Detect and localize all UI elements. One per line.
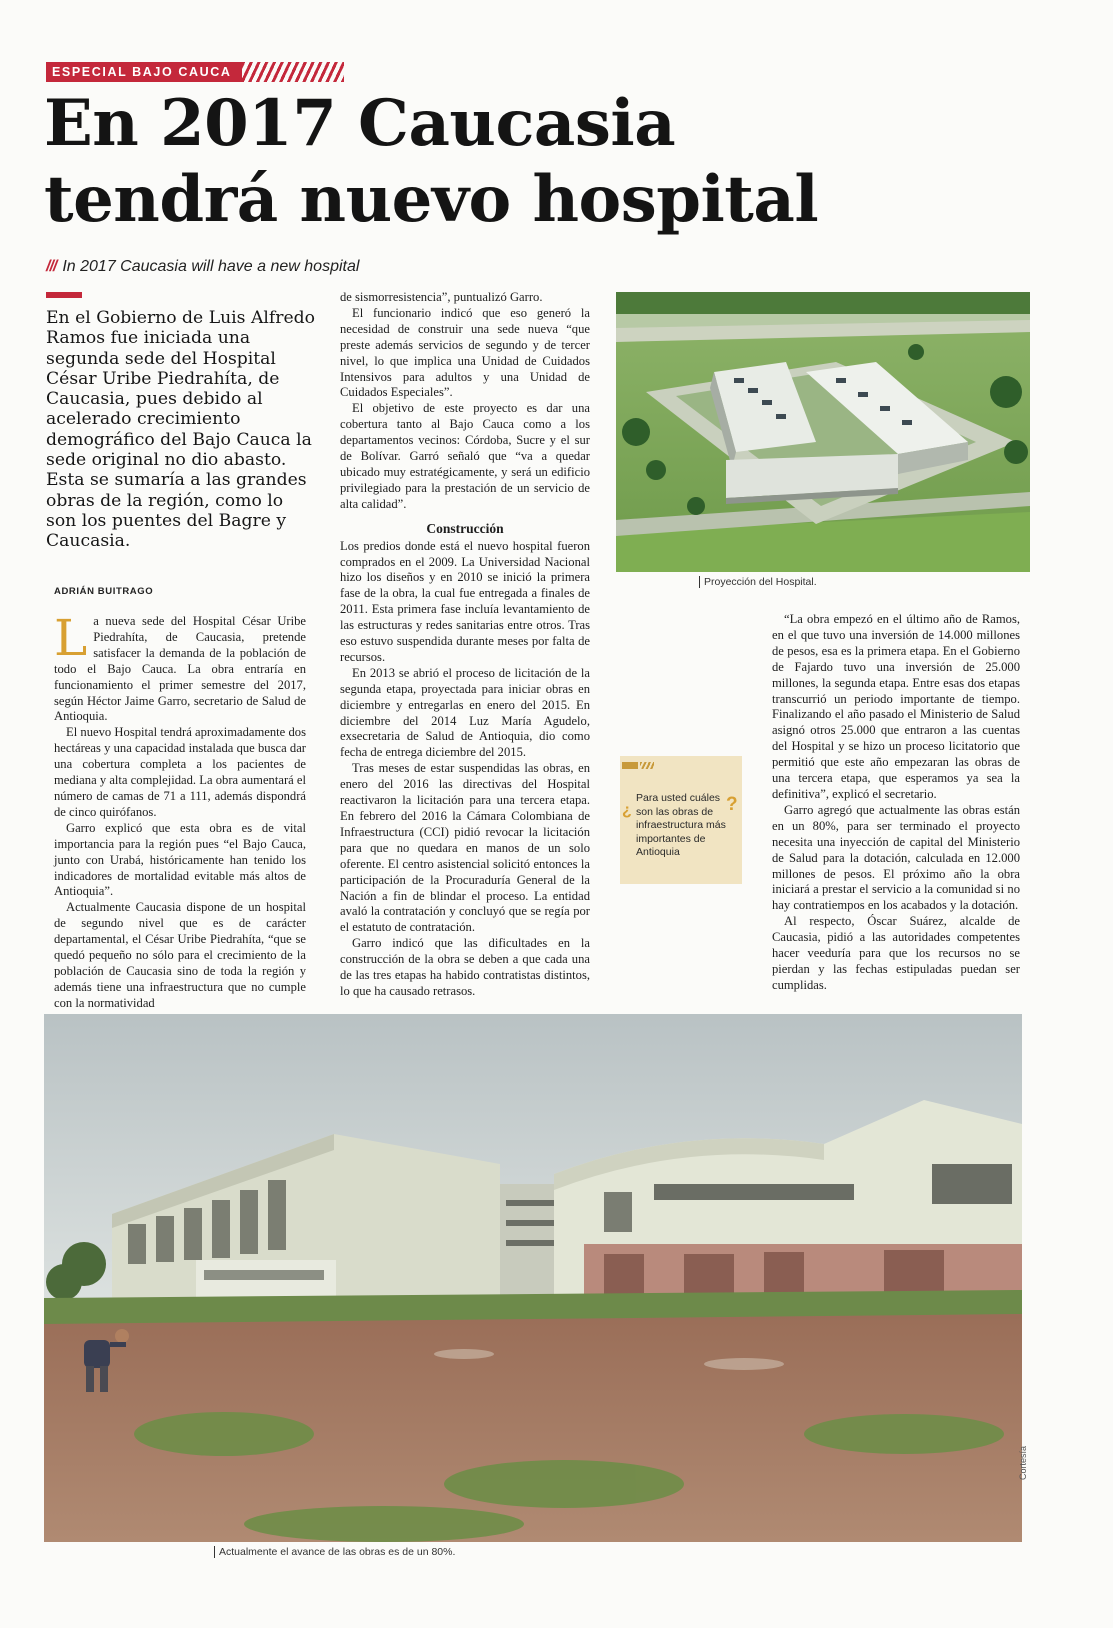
lead-paragraph: En el Gobierno de Luis Alfredo Ramos fue iniciada una segunda sede del Hospital César Uribe Piedrahíta, de Caucasia, pues debido al acelerado crecimiento demográfico del Bajo Cauca la sede original no dio abasto. Esta se sumaría a las grandes obras de la región, como lo son los puentes del Bagre y Caucasia. [46,308,315,552]
lead-accent-bar [46,292,82,298]
col2-paragraph: de sismorresistencia”, puntualizó Garro. [340,290,543,304]
col3-paragraph: “La obra empezó en el último año de Ramos, en el que tuvo una inversión de 14.000 millones de pesos, esa es la primera etapa. En el Gobierno de Fajardo tuvo una inversión de 25.000 millones, la segunda etapa. Entre esas dos etapas transcurrió un periodo importante de tiempo. Finalizando el año pasado el Ministerio de Salud asignó otros 25.000 que entraron a las cuentas del Hospital y se hizo un proceso licitatorio que permitió que este año empezaran las obras de una tercera etapa, que esperamos ya sea la definitiva”, explicó el secretario. [772,612,1020,801]
col2-paragraph: Tras meses de estar suspendidas las obras, en enero del 2016 las directivas del Hospital reactivaron la licitación para una tercera etapa. En febrero del 2016 la Cámara Colombiana de Infraestructura (CCI) pidió revocar la licitación para que no quedara en manos de un solo oferente. El centro asistencial solicitó entonces la participación de la Procuraduría General de la Nación a fin de blindar el proceso. La entidad avaló la contratación y concluyó que se regía por el estatuto de contratación. [340,761,590,935]
subhead-slashes: /// [46,258,57,275]
col1-paragraph: La nueva sede del Hospital César Uribe Piedrahíta, de Caucasia, pretende satisfacer la demanda de la población de todo el Bajo Cauca. La obra entraría en funcionamiento el primer semestre del 2017, según Héctor Jaime Garro, secretario de Salud de Antioquia. [54,609,306,724]
col2-subtitle: Construcción [426,520,504,536]
section-tag [46,62,344,82]
column-2 [340,290,590,1000]
rendering-caption: Proyección del Hospital. [699,576,817,588]
photo-caption: Actualmente el avance de las obras es de un 80%. [214,1546,455,1558]
section-tag-label: ESPECIAL BAJO CAUCA [46,62,242,82]
construction-site-photo [44,1014,1022,1542]
hospital-rendering-image [616,292,1030,572]
col3-paragraph: Garro agregó que actualmente las obras están en un 80%, para ser terminado el proyecto necesita una inyección de capital del Ministerio de Salud para la dotación, calculada en 12.000 millones de pesos. El próximo año la obra iniciará a prestar el servicio a la comunidad si no hay contratiempos en los acabados y la dotación. [772,802,1020,913]
subhead-text: In 2017 Caucasia will have a new hospital [62,258,360,275]
column-1 [54,609,306,1012]
question-box-hatch [640,762,654,769]
question-box [620,756,742,884]
dropcap: L [54,609,88,667]
headline-line-1: En 2017 Caucasia [44,86,676,161]
col1-paragraph: El nuevo Hospital tendrá aproximadamente dos hectáreas y una capacidad instalada que busca dar una cobertura completa a los pacientes de mediana y alta complejidad. La obra aumentará el número de camas de 71 a 111, además dispondrá de cinco quirófanos. [54,725,306,819]
col3-paragraph: Al respecto, Óscar Suárez, alcalde de Caucasia, pidió a las autoridades competentes hacer veeduría para que los recursos no se pierdan y las fechas estipuladas puedan ser cumplidas. [772,914,1020,992]
column-3 [772,612,1020,994]
col2-paragraph: El funcionario indicó que eso generó la necesidad de construir una sede nueva “que preste además servicios de segundo y de tercer nivel, lo que implica una Unidad de Cuidados Intensivos para adultos y una Unidad de Cuidados Especiales”. [340,305,590,400]
col2-paragraph: Garro indicó que las dificultades en la construcción de la obra se deben a que cada una de las tres etapas ha habido contratistas distintos, lo que ha causado retrasos. [340,936,590,998]
col2-paragraph: Los predios donde está el nuevo hospital fueron comprados en el 2009. La Universidad Nacional hizo los diseños y en 2010 se inició la primera fase de la obra, la cual fue entregada a finales de 2011. Esta primera fase incluía levantamiento de las estructuras y redes sanitarias entre otros. Tras eso estuvo suspendida durante meses por falta de recursos. [340,538,590,664]
section-tag-hatch [242,62,344,82]
col2-paragraph: El objetivo de este proyecto es dar una cobertura tanto al Bajo Cauca como a los departamentos vecinos: Córdoba, Sucre y el sur de Bolívar. Garró señaló que “va a quedar ubicado muy estratégicamente, y será un edificio privilegiado para la prestación de un servicio de alta calidad”. [340,401,590,511]
col1-paragraph: Garro explicó que esta obra es de vital importancia para la región pues “el Bajo Cauca, junto con Urabá, históricamente han tenido los indicadores de mortalidad evitable más altos de Antioquia”. [54,820,306,899]
byline: ADRIÁN BUITRAGO [54,586,154,597]
subhead [46,258,359,276]
question-box-accent [622,762,638,769]
question-open-mark: ¿ [622,802,632,819]
col1-paragraph: Actualmente Caucasia dispone de un hospital de segundo nivel que es de carácter departamental, el César Uribe Piedrahíta, “que se quedó pequeño no sólo para el crecimiento de la población de Caucasia sino de toda la región y además tiene una infraestructura que no cumple con la normatividad [54,900,306,1010]
construction-photo-illustration [44,1014,1022,1542]
question-close-mark: ? [726,794,738,815]
headline [44,86,944,238]
headline-line-2: tendrá nuevo hospital [44,162,819,237]
question-text: Para usted cuáles son las obras de infraestructura más importantes de Antioquia [636,792,726,858]
col2-paragraph: En 2013 se abrió el proceso de licitación de la segunda etapa, proyectada para iniciar obras en diciembre y entregarlas en enero del 2015. En diciembre del 2014 Luz María Agudelo, exsecretaria de Salud de Antioquia, dio como fecha de entrega diciembre del 2015. [340,665,590,760]
hospital-rendering-illustration [616,292,1030,572]
photo-credit: Cortesía [1018,1445,1028,1480]
